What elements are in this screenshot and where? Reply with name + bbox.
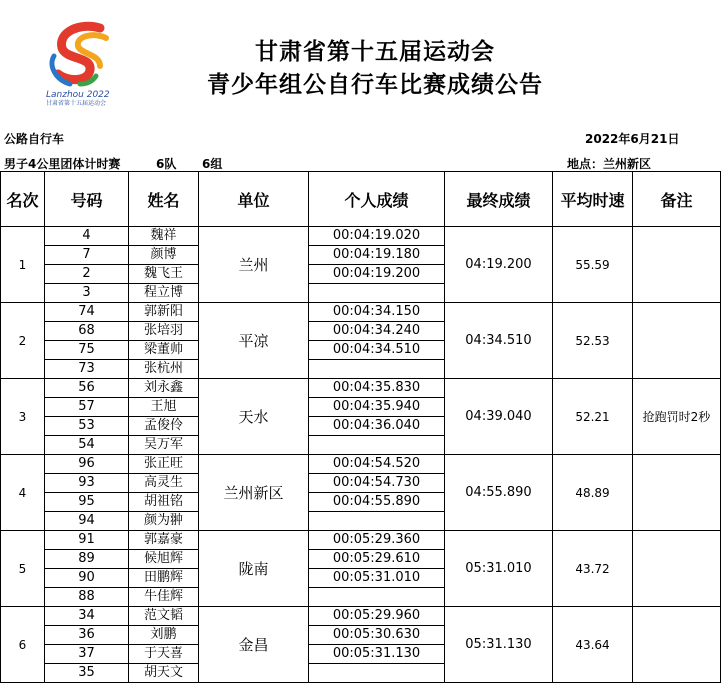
category-label: 公路自行车 xyxy=(4,132,65,146)
rider-name-cell: 高灵生 xyxy=(129,474,199,493)
rider-number-cell: 2 xyxy=(45,265,129,284)
rider-number-cell: 54 xyxy=(45,436,129,455)
individual-time-cell: 00:04:19.200 xyxy=(309,265,445,284)
column-header: 号码 xyxy=(45,172,129,227)
rider-number-cell: 90 xyxy=(45,569,129,588)
individual-time-cell: 00:05:30.630 xyxy=(309,626,445,645)
rank-cell: 2 xyxy=(1,303,45,379)
rider-name-cell: 张杭州 xyxy=(129,360,199,379)
rider-name-cell: 吴万军 xyxy=(129,436,199,455)
svg-text:Lanzhou 2022: Lanzhou 2022 xyxy=(46,90,110,100)
rider-name-cell: 程立博 xyxy=(129,284,199,303)
page-title: 甘肃省第十五届运动会 xyxy=(255,39,495,65)
remark-cell xyxy=(633,607,721,683)
table-row xyxy=(1,455,721,474)
average-speed-cell: 52.53 xyxy=(553,303,633,379)
rider-number-cell: 94 xyxy=(45,512,129,531)
teams-count: 6队 xyxy=(156,157,177,171)
average-speed-cell: 43.72 xyxy=(553,531,633,607)
individual-time-cell: 00:04:55.890 xyxy=(309,493,445,512)
rider-name-cell: 颜为翀 xyxy=(129,512,199,531)
rider-number-cell: 75 xyxy=(45,341,129,360)
rank-cell: 3 xyxy=(1,379,45,455)
individual-time-cell: 00:04:34.150 xyxy=(309,303,445,322)
column-header: 平均时速 xyxy=(553,172,633,227)
column-header: 单位 xyxy=(199,172,309,227)
rider-number-cell: 37 xyxy=(45,645,129,664)
individual-time-cell: 00:05:31.130 xyxy=(309,645,445,664)
table-row xyxy=(1,531,721,550)
unit-cell: 平凉 xyxy=(199,303,309,379)
meta-row-1 xyxy=(0,128,725,146)
column-header: 姓名 xyxy=(129,172,199,227)
rider-name-cell: 颜博 xyxy=(129,246,199,265)
rider-number-cell: 89 xyxy=(45,550,129,569)
unit-cell: 兰州新区 xyxy=(199,455,309,531)
individual-time-cell: 00:04:54.520 xyxy=(309,455,445,474)
individual-time-cell: 00:04:19.180 xyxy=(309,246,445,265)
unit-cell: 金昌 xyxy=(199,607,309,683)
final-time-cell: 05:31.130 xyxy=(445,607,553,683)
average-speed-cell: 48.89 xyxy=(553,455,633,531)
average-speed-cell: 43.64 xyxy=(553,607,633,683)
rider-number-cell: 7 xyxy=(45,246,129,265)
individual-time-cell: 00:05:29.360 xyxy=(309,531,445,550)
individual-time-cell: 00:04:54.730 xyxy=(309,474,445,493)
results-body xyxy=(1,227,721,683)
individual-time-cell: 00:04:35.940 xyxy=(309,398,445,417)
individual-time-cell: 00:05:29.960 xyxy=(309,607,445,626)
rider-name-cell: 张正旺 xyxy=(129,455,199,474)
column-header: 个人成绩 xyxy=(309,172,445,227)
rider-name-cell: 胡天文 xyxy=(129,664,199,683)
remark-cell xyxy=(633,531,721,607)
rider-name-cell: 郭嘉豪 xyxy=(129,531,199,550)
results-table xyxy=(0,171,721,683)
individual-time-cell xyxy=(309,512,445,531)
rider-number-cell: 68 xyxy=(45,322,129,341)
individual-time-cell xyxy=(309,284,445,303)
rider-name-cell: 魏飞王 xyxy=(129,265,199,284)
rider-name-cell: 田鹏辉 xyxy=(129,569,199,588)
unit-cell: 兰州 xyxy=(199,227,309,303)
rank-cell: 6 xyxy=(1,607,45,683)
rank-cell: 5 xyxy=(1,531,45,607)
rider-number-cell: 56 xyxy=(45,379,129,398)
remark-cell xyxy=(633,227,721,303)
rider-number-cell: 91 xyxy=(45,531,129,550)
table-row xyxy=(1,227,721,246)
rider-number-cell: 95 xyxy=(45,493,129,512)
column-header: 最终成绩 xyxy=(445,172,553,227)
final-time-cell: 04:19.200 xyxy=(445,227,553,303)
table-header-row xyxy=(1,172,721,227)
final-time-cell: 04:55.890 xyxy=(445,455,553,531)
report-header xyxy=(0,0,725,128)
remark-cell xyxy=(633,455,721,531)
column-header: 备注 xyxy=(633,172,721,227)
individual-time-cell xyxy=(309,360,445,379)
final-time-cell: 04:34.510 xyxy=(445,303,553,379)
individual-time-cell xyxy=(309,588,445,607)
rider-number-cell: 35 xyxy=(45,664,129,683)
individual-time-cell: 00:04:36.040 xyxy=(309,417,445,436)
rider-name-cell: 牛佳辉 xyxy=(129,588,199,607)
column-header: 名次 xyxy=(1,172,45,227)
rank-cell: 4 xyxy=(1,455,45,531)
individual-time-cell xyxy=(309,436,445,455)
svg-text:甘肃省第十五届运动会: 甘肃省第十五届运动会 xyxy=(46,100,107,106)
average-speed-cell: 55.59 xyxy=(553,227,633,303)
rider-name-cell: 郭新阳 xyxy=(129,303,199,322)
individual-time-cell: 00:04:34.240 xyxy=(309,322,445,341)
rider-number-cell: 74 xyxy=(45,303,129,322)
remark-cell: 抢跑罚时2秒 xyxy=(633,379,721,455)
rider-name-cell: 胡祖铭 xyxy=(129,493,199,512)
rider-name-cell: 王旭 xyxy=(129,398,199,417)
individual-time-cell: 00:05:29.610 xyxy=(309,550,445,569)
individual-time-cell: 00:04:19.020 xyxy=(309,227,445,246)
individual-time-cell: 00:05:31.010 xyxy=(309,569,445,588)
rider-name-cell: 范文韬 xyxy=(129,607,199,626)
remark-cell xyxy=(633,303,721,379)
individual-time-cell: 00:04:34.510 xyxy=(309,341,445,360)
final-time-cell: 05:31.010 xyxy=(445,531,553,607)
games-logo xyxy=(40,20,130,106)
meta-row-2 xyxy=(0,153,725,171)
unit-cell: 天水 xyxy=(199,379,309,455)
table-row xyxy=(1,303,721,322)
rider-number-cell: 93 xyxy=(45,474,129,493)
rider-number-cell: 3 xyxy=(45,284,129,303)
rider-number-cell: 96 xyxy=(45,455,129,474)
rider-number-cell: 36 xyxy=(45,626,129,645)
average-speed-cell: 52.21 xyxy=(553,379,633,455)
rider-name-cell: 刘永鑫 xyxy=(129,379,199,398)
rider-name-cell: 刘鹏 xyxy=(129,626,199,645)
date-label: 2022年6月21日 xyxy=(585,132,680,146)
rider-number-cell: 88 xyxy=(45,588,129,607)
rider-number-cell: 4 xyxy=(45,227,129,246)
final-time-cell: 04:39.040 xyxy=(445,379,553,455)
rank-cell: 1 xyxy=(1,227,45,303)
page-subtitle: 青少年组公自行车比赛成绩公告 xyxy=(207,72,543,98)
rider-name-cell: 魏祥 xyxy=(129,227,199,246)
table-row xyxy=(1,607,721,626)
rider-name-cell: 梁董帅 xyxy=(129,341,199,360)
rider-name-cell: 张培羽 xyxy=(129,322,199,341)
table-row xyxy=(1,379,721,398)
rider-number-cell: 73 xyxy=(45,360,129,379)
rider-name-cell: 孟俊伶 xyxy=(129,417,199,436)
rider-number-cell: 57 xyxy=(45,398,129,417)
unit-cell: 陇南 xyxy=(199,531,309,607)
rider-number-cell: 34 xyxy=(45,607,129,626)
groups-count: 6组 xyxy=(202,157,223,171)
location-label: 地点：兰州新区 xyxy=(567,157,652,171)
individual-time-cell xyxy=(309,664,445,683)
rider-name-cell: 候旭辉 xyxy=(129,550,199,569)
rider-name-cell: 于天喜 xyxy=(129,645,199,664)
rider-number-cell: 53 xyxy=(45,417,129,436)
event-label: 男子4公里团体计时赛 xyxy=(4,157,121,171)
individual-time-cell: 00:04:35.830 xyxy=(309,379,445,398)
